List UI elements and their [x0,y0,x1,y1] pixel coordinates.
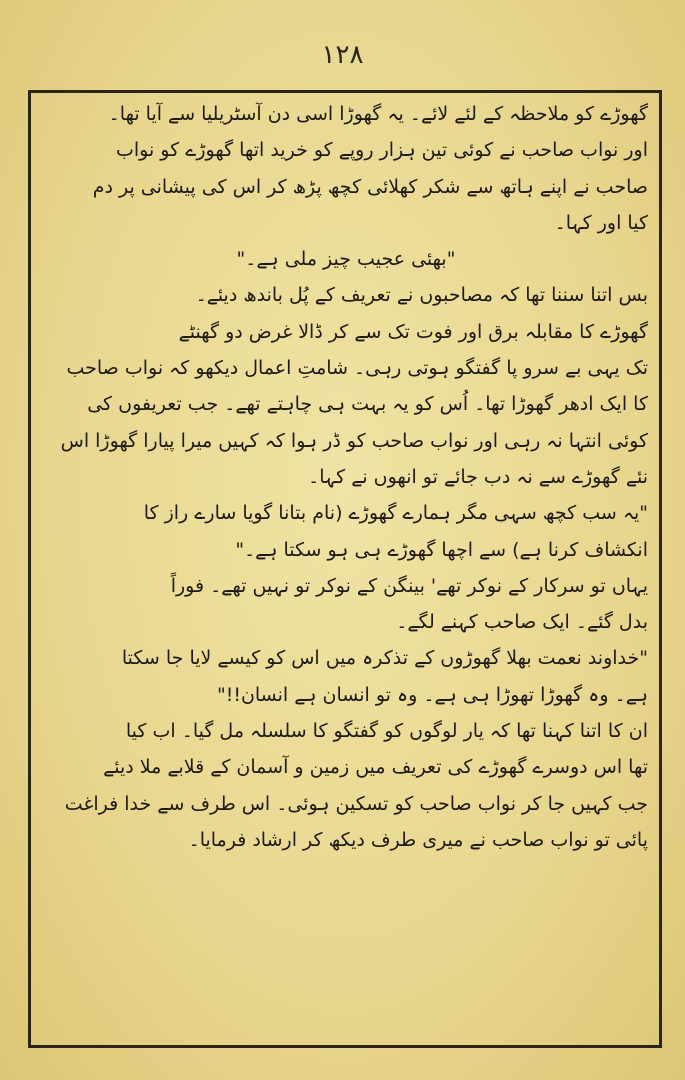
text-line: پائی تو نواب صاحب نے میری طرف دیکھ کر ارشاد فرمایا۔ [188,828,648,851]
quoted-line: "بھئی عجیب چیز ملی ہے۔" [236,248,456,271]
text-line: تھا اس دوسرے گھوڑے کی تعریف میں زمین و آسمان کے قلابے ملا دیئے [103,756,648,779]
text-line: بدل گئے۔ ایک صاحب کہنے لگے۔ [396,611,648,634]
page-number: ۱۲۸ [321,40,364,70]
text-line: ہے۔ وہ گھوڑا تھوڑا ہی ہے۔ وہ تو انسان ہے انسان!!" [216,683,648,706]
text-line: "خداوند نعمت بھلا گھوڑوں کے تذکرہ میں اس کو کیسے لایا جا سکتا [121,647,648,670]
text-line: نئے گھوڑے سے نہ دب جائے تو انھوں نے کہا۔ [308,465,648,488]
text-line: گھوڑے کو ملاحظہ کے لئے لائے۔ یہ گھوڑا اسی دن آسٹریلیا سے آیا تھا۔ [108,103,648,125]
text-line: جب کہیں جا کر نواب صاحب کو تسکین ہوئی۔ اس طرف سے خدا فراغت [64,792,648,815]
page-text-body [44,96,648,1041]
text-line: یہاں تو سرکار کے نوکر تھے' بینگن کے نوکر تو نہیں تھے۔ فوراً [170,574,648,597]
text-line: گھوڑے کا مقابلہ برق اور فوت تک سے کر ڈالا غرض دو گھنٹے [178,320,648,343]
text-line: انکشاف کرنا ہے) سے اچھا گھوڑے ہی ہو سکتا ہے۔" [235,538,648,561]
text-line: بس اتنا سننا تھا کہ مصاحبوں نے تعریف کے پُل باندھ دیئے۔ [195,284,648,307]
text-line: تک یہی بے سرو پا گفتگو ہوتی رہی۔ شامتِ اعمال دیکھو کہ نواب صاحب [66,357,648,380]
text-line: اور نواب صاحب نے کوئی تین ہزار روپے کو خرید اتھا گھوڑے کو نواب [116,139,648,162]
text-line: صاحب نے اپنے ہاتھ سے شکر کھلائی کچھ پڑھ کر اس کی پیشانی پر دم [92,175,648,198]
text-line: کا ایک ادھر گھوڑا تھا۔ اُس کو یہ بہت ہی چاہتے تھے۔ جب تعریفوں کی [87,393,648,416]
text-line: "یہ سب کچھ سہی مگر ہمارے گھوڑے (نام بتانا گویا سارے راز کا [143,502,648,525]
text-line: کیا اور کہا۔ [554,211,648,234]
text-line: ان کا اتنا کہنا تھا کہ یار لوگوں کو گفتگو کا سلسلہ مل گیا۔ اب کیا [125,720,648,743]
text-line: کوئی انتہا نہ رہی اور نواب صاحب کو ڈر ہوا کہ کہیں میرا پیارا گھوڑا اس [60,429,648,452]
